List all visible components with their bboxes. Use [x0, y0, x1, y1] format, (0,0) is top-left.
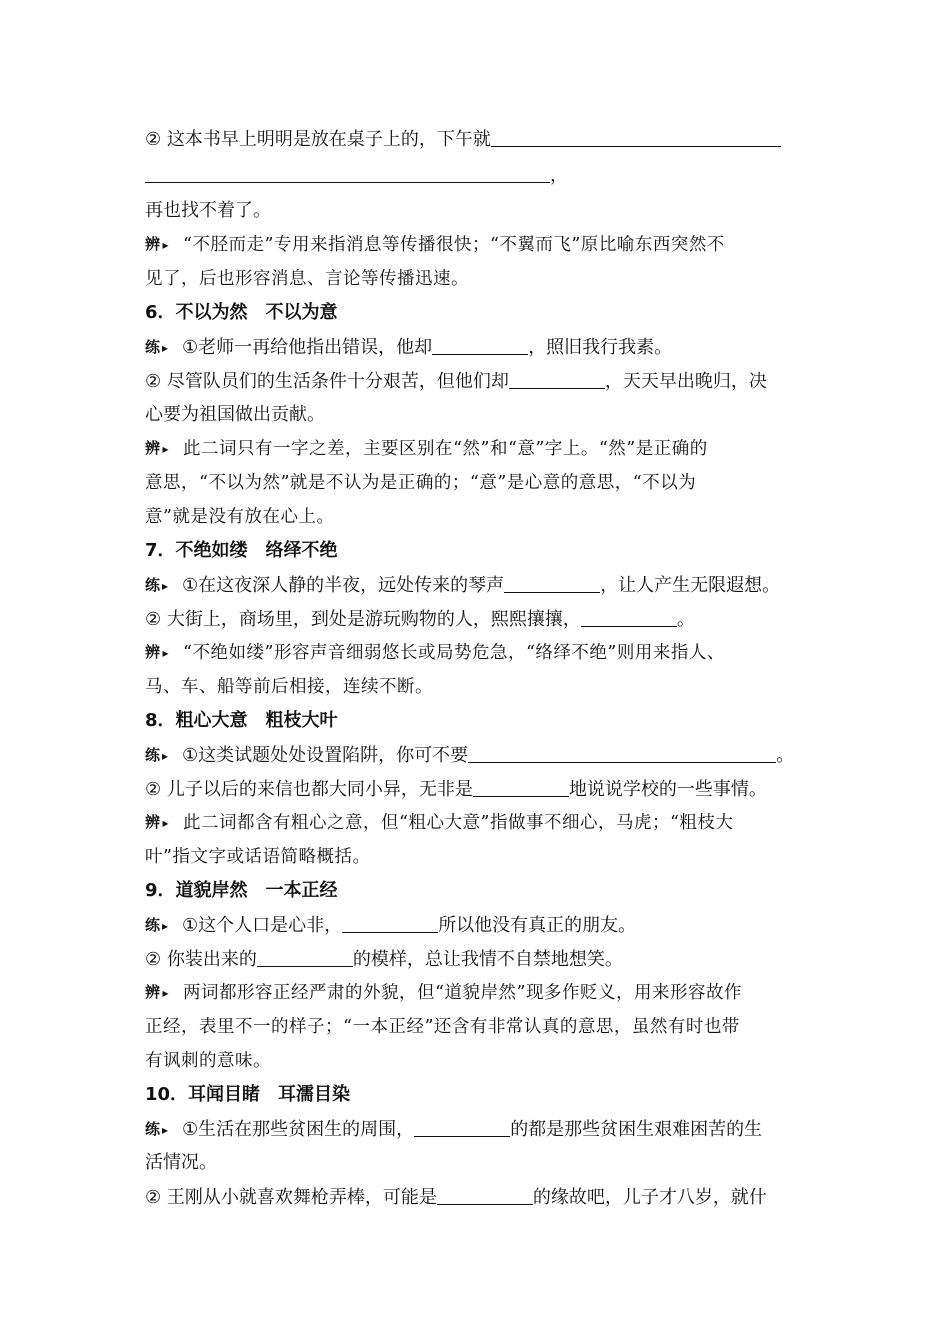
exercise-text: 。 [776, 745, 795, 766]
exercise-text: 活情况。 [145, 1152, 217, 1173]
exercise-line [145, 1146, 815, 1180]
exercise-text: ①这类试题处处设置陷阱，你可不要 [182, 745, 469, 766]
exercise-line [145, 158, 815, 192]
answer-blank[interactable] [473, 774, 569, 797]
exercise-text: 的都是那些贫困生艰难困苦的生 [510, 1119, 763, 1140]
bian-tag-icon: 辨 ▸ [145, 431, 169, 466]
explanation-line [145, 432, 815, 466]
explanation-text: 正经，表里不一的样子；“一本正经”还含有非常认真的意思，虽然有时也带 [145, 1017, 740, 1037]
explanation-line [145, 1044, 815, 1078]
explanation-line [145, 1010, 815, 1044]
lian-tag-icon: 练 ▸ [145, 908, 168, 943]
exercise-text: 再也找不着了。 [145, 200, 271, 221]
exercise-text: ①在这夜深人静的半夜，远处传来的琴声 [182, 575, 505, 596]
exercise-line [145, 942, 815, 976]
explanation-text: 见了，后也形容消息、言论等传播迅速。 [145, 269, 469, 289]
exercise-text: ，让人产生无限遐想。 [600, 575, 781, 596]
exercise-line [145, 330, 815, 364]
lian-tag-icon: 练 ▸ [145, 330, 168, 365]
explanation-line [145, 636, 815, 670]
lian-tag-icon: 练 ▸ [145, 1112, 168, 1147]
lian-tag-icon: 练 ▸ [145, 568, 168, 603]
section-title: 6．不以为然 不以为意 [145, 302, 338, 323]
exercise-text: 的缘故吧，儿子才八岁，就什 [532, 1187, 767, 1208]
exercise-line [145, 364, 815, 398]
lian-tag-icon: 练 ▸ [145, 738, 168, 773]
explanation-text: 有讽刺的意味。 [145, 1051, 271, 1071]
section-6 [145, 296, 815, 534]
exercise-text: ①老师一再给他指出错误，他却 [182, 337, 433, 358]
section-10 [145, 1078, 815, 1214]
explanation-line [145, 670, 815, 704]
exercise-text: 所以他没有真正的朋友。 [438, 915, 637, 936]
exercise-line [145, 908, 815, 942]
answer-blank[interactable] [504, 570, 600, 593]
exercise-text: ② 你装出来的 [145, 949, 257, 970]
bian-tag-icon: 辨 ▸ [145, 227, 169, 262]
answer-blank[interactable] [491, 124, 781, 147]
section-title: 10．耳闻目睹 耳濡目染 [145, 1084, 351, 1105]
exercise-text: ② 大街上，商场里，到处是游玩购物的人，熙熙攘攘， [145, 609, 581, 630]
explanation-line [145, 840, 815, 874]
bian-tag-icon: 辨 ▸ [145, 635, 169, 670]
explanation-text: 马、车、船等前后相接，连续不断。 [145, 677, 433, 697]
exercise-text: 地说说学校的一些事情。 [568, 779, 767, 800]
exercise-text: ，照旧我行我素。 [528, 337, 673, 358]
exercise-line [145, 122, 815, 156]
answer-blank[interactable] [257, 944, 353, 967]
exercise-line [145, 602, 815, 636]
explanation-text: 两词都形容正经严肃的外貌，但“道貌岸然”现多作贬义，用来形容故作 [183, 983, 742, 1003]
exercise-text: ② 尽管队员们的生活条件十分艰苦，但他们却 [145, 371, 509, 392]
bian-tag-icon: 辨 ▸ [145, 805, 169, 840]
answer-blank[interactable] [145, 160, 550, 183]
exercise-text: ② 儿子以后的来信也都大同小异，无非是 [145, 779, 473, 800]
explanation-line [145, 806, 815, 840]
explanation-text: 此二词都含有粗心之意，但“粗心大意”指做事不细心，马虎；“粗枝大 [183, 813, 734, 833]
exercise-text: ①生活在那些贫困生的周围， [182, 1119, 415, 1140]
answer-blank[interactable] [414, 1114, 510, 1137]
exercise-text: ② 这本书早上明明是放在桌子上的，下午就 [145, 129, 491, 150]
answer-blank[interactable] [581, 604, 677, 627]
section-title: 7．不绝如缕 络绎不绝 [145, 540, 338, 561]
exercise-line [145, 1180, 815, 1214]
answer-blank[interactable] [468, 740, 776, 763]
exercise-text: 。 [676, 609, 695, 630]
document-page [145, 112, 815, 1208]
explanation-line [145, 228, 815, 262]
explanation-line [145, 500, 815, 534]
explanation-text: 意”就是没有放在心上。 [145, 507, 335, 527]
section-9 [145, 874, 815, 1078]
explanation-text: “不胫而走”专用来指消息等传播很快；“不翼而飞”原比喻东西突然不 [183, 235, 725, 255]
explanation-text: 叶”指文字或话语简略概括。 [145, 847, 371, 867]
section-title: 8．粗心大意 粗枝大叶 [145, 710, 338, 731]
exercise-line [145, 568, 815, 602]
section-8 [145, 704, 815, 874]
section-7 [145, 534, 815, 704]
answer-blank[interactable] [432, 332, 528, 355]
exercise-text: ，天天早出晚归，决 [604, 371, 767, 392]
explanation-text: 意思，“不以为然”就是不认为是正确的；“意”是心意的意思，“不以为 [145, 473, 697, 493]
explanation-text: 此二词只有一字之差，主要区别在“然”和“意”字上。“然”是正确的 [183, 439, 708, 459]
exercise-line [145, 1112, 815, 1146]
explanation-line [145, 262, 815, 296]
bian-tag-icon: 辨 ▸ [145, 975, 169, 1010]
exercise-line [145, 398, 815, 432]
exercise-text: ， [550, 165, 568, 186]
answer-blank[interactable] [437, 1182, 533, 1205]
explanation-line [145, 976, 815, 1010]
exercise-text: ①这个人口是心非， [182, 915, 343, 936]
exercise-line [145, 738, 815, 772]
section-title: 9．道貌岸然 一本正经 [145, 880, 338, 901]
explanation-line [145, 466, 815, 500]
exercise-text: ② 王刚从小就喜欢舞枪弄棒，可能是 [145, 1187, 437, 1208]
exercise-line [145, 772, 815, 806]
exercise-text: 心要为祖国做出贡献。 [145, 404, 325, 425]
exercise-line [145, 194, 815, 228]
answer-blank[interactable] [509, 366, 605, 389]
explanation-text: “不绝如缕”形容声音细弱悠长或局势危急，“络绎不绝”则用来指人、 [183, 643, 725, 663]
exercise-text: 的模样，总让我情不自禁地想笑。 [352, 949, 623, 970]
answer-blank[interactable] [342, 910, 438, 933]
